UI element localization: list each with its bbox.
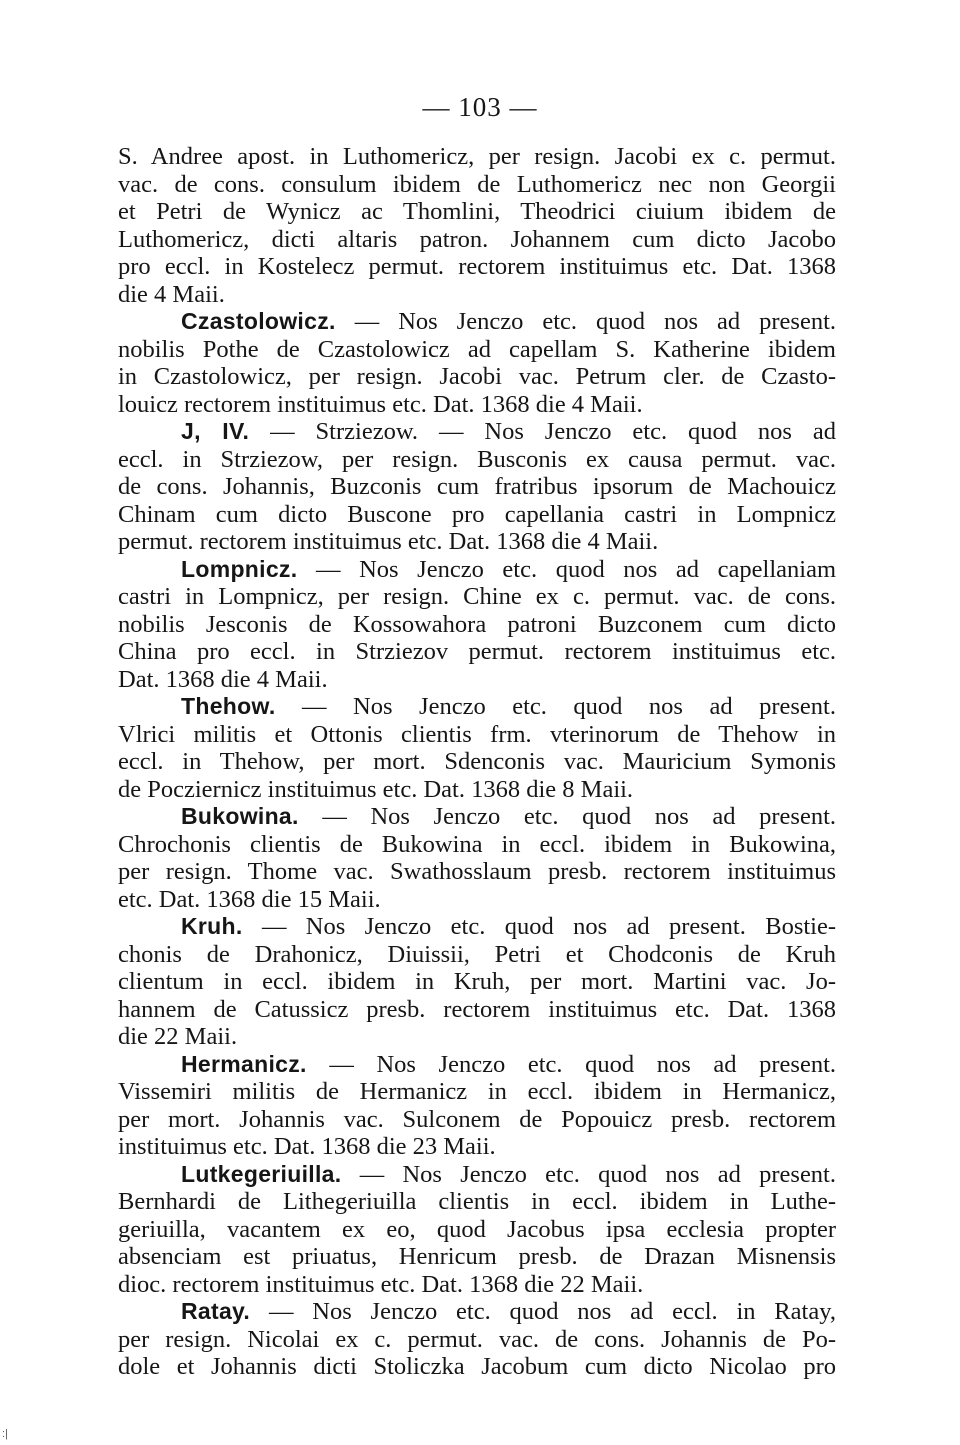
line-text: per resign. Nicolai ex c. permut. vac. de cons. Johannis de Po- xyxy=(118,1325,836,1353)
text-line xyxy=(118,1188,836,1216)
line-text: hannem de Catussicz presb. rectorem instituimus etc. Dat. 1368 xyxy=(118,995,836,1023)
line-text: China pro eccl. in Strziezov permut. rectorem instituimus etc. xyxy=(118,638,836,665)
line-text: chonis de Drahonicz, Diuissii, Petri et Chodconis de Kruh xyxy=(118,940,836,968)
text-line xyxy=(118,473,836,501)
text-line xyxy=(118,1243,836,1271)
line-text: nobilis Pothe de Czastolowicz ad capellam S. Katherine ibidem xyxy=(118,335,836,363)
line-text: instituimus etc. Dat. 1368 die 23 Maii. xyxy=(118,1133,496,1160)
text-line xyxy=(118,1078,836,1106)
text-line xyxy=(118,308,836,336)
text-line xyxy=(118,583,836,611)
text-line xyxy=(118,858,836,886)
text-line xyxy=(118,1106,836,1134)
line-text: die 4 Maii. xyxy=(118,280,225,308)
place-heading: Hermanicz. xyxy=(181,1050,307,1077)
line-text: Vissemiri militis de Hermanicz in eccl. ibidem in Hermanicz, xyxy=(118,1078,836,1105)
text-line xyxy=(118,1133,836,1161)
text-line xyxy=(118,666,836,694)
line-text: de Pocziernicz instituimus etc. Dat. 1368 die 8 Maii. xyxy=(118,775,634,803)
line-text: — Nos Jenczo etc. quod nos ad present. Bostie- xyxy=(261,913,837,940)
text-line xyxy=(118,1298,836,1326)
text-line xyxy=(118,941,836,969)
place-heading: Ratay. xyxy=(181,1298,251,1324)
line-text: de cons. Johannis, Buzconis cum fratribus ipsorum de Machouicz xyxy=(118,473,836,500)
line-text: — Nos Jenczo etc. quod nos ad present. xyxy=(302,693,836,720)
margin-mark: :| xyxy=(2,1428,8,1440)
line-text: pro eccl. in Kostelecz permut. rectorem instituimus etc. Dat. 1368 xyxy=(118,253,836,280)
text-line xyxy=(118,968,836,996)
text-line xyxy=(118,776,836,804)
text-line xyxy=(118,226,836,254)
text-line xyxy=(118,611,836,639)
place-heading: Bukowina. xyxy=(181,803,299,829)
line-text: louicz rectorem instituimus etc. Dat. 1368 die 4 Maii. xyxy=(118,390,643,418)
text-line xyxy=(118,418,836,446)
line-text: eccl. in Strziezow, per resign. Busconis ex causa permut. vac. xyxy=(118,445,836,473)
text-line xyxy=(118,336,836,364)
text-line xyxy=(118,1161,836,1189)
text-line xyxy=(118,171,836,199)
line-text: nobilis Jesconis de Kossowahora patroni Buzconem cum dicto xyxy=(118,610,836,638)
line-text: dioc. rectorem instituimus etc. Dat. 1368 die 22 Maii. xyxy=(118,1270,644,1298)
text-line xyxy=(118,281,836,309)
text-line xyxy=(118,748,836,776)
text-line xyxy=(118,803,836,831)
text-line xyxy=(118,1051,836,1079)
line-text: Chrochonis clientis de Bukowina in eccl. ibidem in Bukowina, xyxy=(118,830,836,858)
line-text: clientum in eccl. ibidem in Kruh, per mort. Martini vac. Jo- xyxy=(118,968,836,995)
text-line xyxy=(118,1271,836,1299)
place-heading: Czastolowicz. xyxy=(181,308,336,334)
line-text: — Nos Jenczo etc. quod nos ad present. xyxy=(354,308,836,335)
text-line xyxy=(118,831,836,859)
line-text: Vlrici militis et Ottonis clientis frm. vterinorum de Thehow in xyxy=(118,720,836,748)
text-line xyxy=(118,363,836,391)
text-line xyxy=(118,913,836,941)
line-text: — Strziezow. — Nos Jenczo etc. quod nos ad xyxy=(270,418,836,445)
text-line xyxy=(118,556,836,584)
text-line xyxy=(118,253,836,281)
line-text: Bernhardi de Lithegeriuilla clientis in eccl. ibidem in Luthe- xyxy=(118,1188,836,1215)
line-text: etc. Dat. 1368 die 15 Maii. xyxy=(118,885,381,913)
line-text: die 22 Maii. xyxy=(118,1023,238,1050)
line-text: eccl. in Thehow, per mort. Sdenconis vac. Mauricium Symonis xyxy=(118,748,836,775)
line-text: geriuilla, vacantem ex eo, quod Jacobus ipsa ecclesia propter xyxy=(118,1215,836,1243)
place-heading: Lompnicz. xyxy=(181,555,298,582)
text-line xyxy=(118,1216,836,1244)
line-text: castri in Lompnicz, per resign. Chine ex c. permut. vac. de cons. xyxy=(118,583,836,610)
text-line xyxy=(118,501,836,529)
line-text: S. Andree apost. in Luthomericz, per resign. Jacobi ex c. permut. xyxy=(118,143,836,170)
text-line xyxy=(118,198,836,226)
text-line xyxy=(118,721,836,749)
text-line xyxy=(118,528,836,556)
place-heading: J, IV. xyxy=(181,418,250,444)
line-text: per resign. Thome vac. Swathosslaum presb. rectorem instituimus xyxy=(118,858,836,885)
line-text: — Nos Jenczo etc. quod nos ad present. xyxy=(322,803,836,830)
line-text: et Petri de Wynicz ac Thomlini, Theodrici ciuium ibidem de xyxy=(118,198,836,225)
document-body xyxy=(118,143,836,1381)
place-heading: Lutkegeriuilla. xyxy=(181,1160,342,1187)
place-heading: Kruh. xyxy=(181,913,243,939)
text-line xyxy=(118,1023,836,1051)
line-text: per mort. Johannis vac. Sulconem de Popouicz presb. rectorem xyxy=(118,1105,836,1133)
text-line xyxy=(118,391,836,419)
line-text: — Nos Jenczo etc. quod nos ad capellaniam xyxy=(316,555,836,583)
text-line xyxy=(118,1353,836,1381)
text-line xyxy=(118,143,836,171)
text-line xyxy=(118,996,836,1024)
line-text: Dat. 1368 die 4 Maii. xyxy=(118,665,328,693)
line-text: — Nos Jenczo etc. quod nos ad eccl. in Ratay, xyxy=(268,1298,836,1325)
line-text: — Nos Jenczo etc. quod nos ad present. xyxy=(329,1050,836,1078)
text-line xyxy=(118,638,836,666)
line-text: permut. rectorem instituimus etc. Dat. 1368 die 4 Maii. xyxy=(118,528,659,555)
line-text: Luthomericz, dicti altaris patron. Johannem cum dicto Jacobo xyxy=(118,225,836,253)
line-text: vac. de cons. consulum ibidem de Luthomericz nec non Georgii xyxy=(118,170,836,198)
text-line xyxy=(118,693,836,721)
place-heading: Thehow. xyxy=(181,693,276,719)
text-line xyxy=(118,1326,836,1354)
page-number: — 103 — xyxy=(422,92,538,122)
line-text: dole et Johannis dicti Stoliczka Jacobum cum dicto Nicolao pro xyxy=(118,1353,836,1380)
text-line xyxy=(118,886,836,914)
line-text: absenciam est priuatus, Henricum presb. de Drazan Misnensis xyxy=(118,1243,836,1270)
line-text: in Czastolowicz, per resign. Jacobi vac. Petrum cler. de Czasto- xyxy=(118,363,836,390)
text-line xyxy=(118,446,836,474)
line-text: Chinam cum dicto Buscone pro capellania castri in Lompnicz xyxy=(118,500,836,528)
line-text: — Nos Jenczo etc. quod nos ad present. xyxy=(359,1160,836,1188)
